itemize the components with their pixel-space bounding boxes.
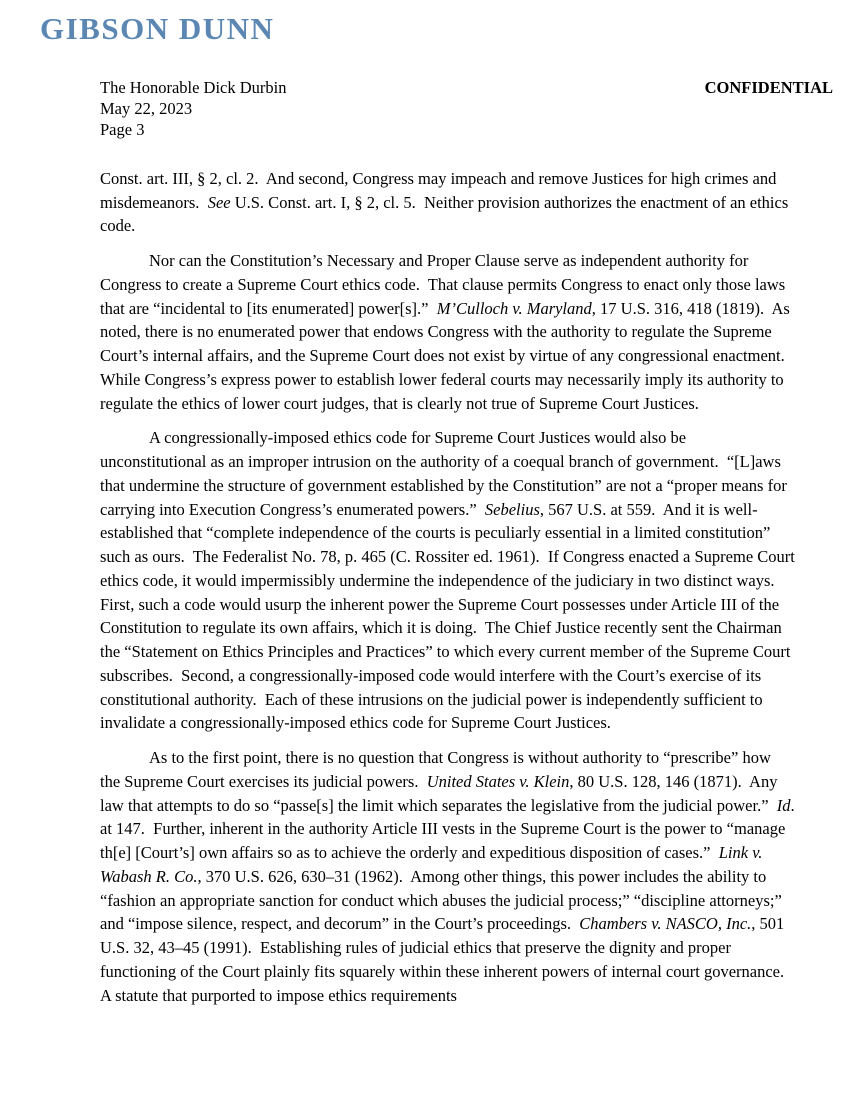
body-paragraph-2: Nor can the Constitution’s Necessary and Proper Clause serve as independent authority for Congress to create a Supreme Court ethics code. That clause permits Congress to enact only those laws that are “incidental to [its enumerated] power[s].” M’Culloch v. Maryland, 17 U.S. 316, 418 (1819). As noted, there is no enumerated power that endows Congress with the authority to regulate the Supreme Court’s internal affairs, and the Supreme Court does not exist by virtue of any congressional enactment. While Congress’s express power to establish lower federal courts may necessarily imply its authority to regulate the ethics of lower court judges, that is clearly not true of Supreme Court Justices. (100, 251, 794, 413)
address-block (100, 77, 287, 141)
body-paragraph-3: A congressionally-imposed ethics code for Supreme Court Justices would also be unconstitutional as an improper intrusion on the authority of a coequal branch of government. “[L]aws that undermine the structure of government established by the Constitution” are not a “proper means for carrying into Execution Congress’s enumerated powers.” Sebelius, 567 U.S. at 559. And it is well-established that “complete independence of the courts is peculiarly essential in a limited constitution” such as ours. The Federalist No. 78, p. 465 (C. Rossiter ed. 1961). If Congress enacted a Supreme Court ethics code, it would impermissibly undermine the independence of the judiciary in two distinct ways. First, such a code would usurp the inherent power the Supreme Court possesses under Article III of the Constitution to regulate its own affairs, which it is doing. The Chief Justice recently sent the Chairman the “Statement on Ethics Principles and Practices” to which every current member of the Supreme Court subscribes. Second, a congressionally-imposed code would interfere with the Court’s exercise of its constitutional authority. Each of these intrusions on the judicial power is independently sufficient to invalidate a congressionally-imposed ethics code for Supreme Court Justices. (100, 428, 799, 733)
recipient-line: The Honorable Dick Durbin (100, 77, 287, 97)
gibson-dunn-logo: GIBSON DUNN (40, 11, 275, 46)
letter-header (100, 77, 833, 141)
letter-page (0, 13, 855, 1112)
body-paragraph-4: As to the first point, there is no question that Congress is without authority to “prescribe” how the Supreme Court exercises its judicial powers. United States v. Klein, 80 U.S. 128, 146 (1871). Any law that attempts to do so “passe[s] the limit which separates the legislative from the judicial power.” Id. at 147. Further, inherent in the authority Article III vests in the Supreme Court is the power to “manage th[e] [Court’s] own affairs so as to achieve the orderly and expeditious disposition of cases.” Link v. Wabash R. Co., 370 U.S. 626, 630–31 (1962). Among other things, this power includes the ability to “fashion an appropriate sanction for conduct which abuses the judicial process;” “discipline attorneys;” and “impose silence, respect, and decorum” in the Court’s proceedings. Chambers v. NASCO, Inc., 501 U.S. 32, 43–45 (1991). Establishing rules of judicial ethics that preserve the dignity and proper functioning of the Court plainly fits squarely within these inherent powers of internal court governance. A statute that purported to impose ethics requirements (100, 748, 799, 1005)
confidential-badge: CONFIDENTIAL (704, 77, 833, 97)
page-number-line: Page 3 (100, 120, 145, 140)
body-paragraph-1: Const. art. III, § 2, cl. 2. And second, Congress may impeach and remove Justices for high crimes and misdemeanors. See U.S. Const. art. I, § 2, cl. 5. Neither provision authorizes the enactment of an ethics code. (100, 168, 793, 236)
date-line: May 22, 2023 (100, 98, 193, 118)
letter-body (100, 167, 799, 1008)
